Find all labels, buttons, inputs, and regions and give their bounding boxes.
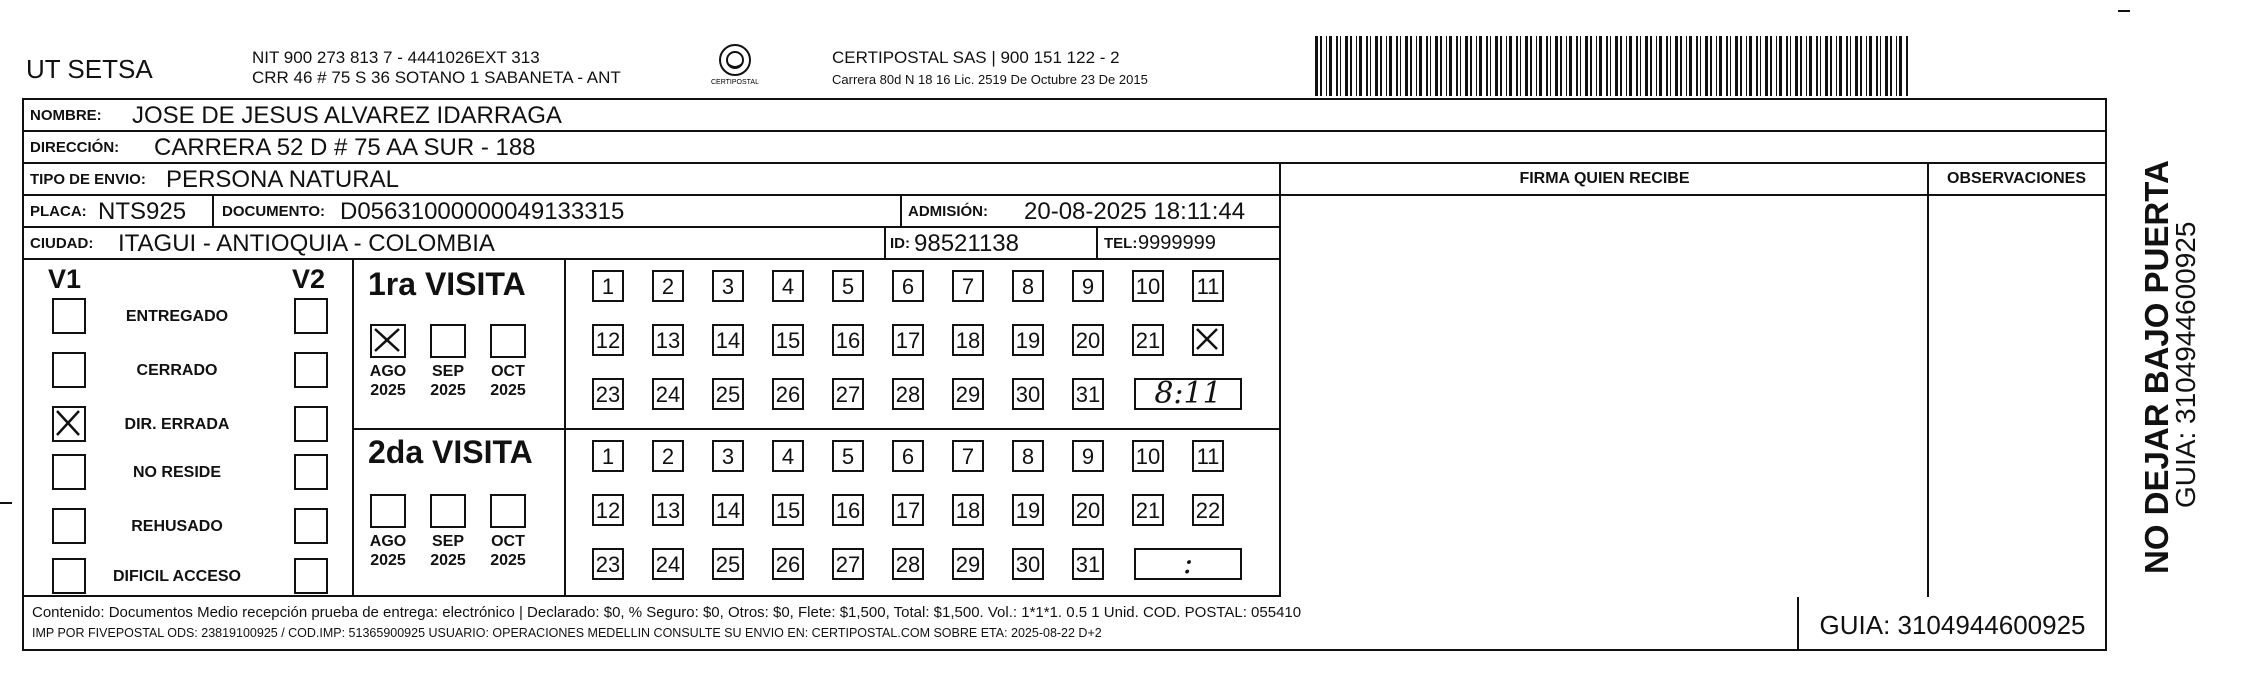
barcode-bar xyxy=(1405,36,1408,96)
day-cell[interactable]: 12 xyxy=(592,324,624,356)
barcode-bar xyxy=(1530,36,1532,96)
day-cell[interactable]: 26 xyxy=(772,548,804,580)
v2-checkbox[interactable] xyxy=(294,454,328,490)
barcode-bar xyxy=(1615,36,1618,96)
day-cell[interactable]: 15 xyxy=(772,324,804,356)
status-label: CERRADO xyxy=(136,362,218,379)
barcode-bar xyxy=(1790,36,1791,96)
barcode-bar xyxy=(1386,36,1387,96)
barcode-bar xyxy=(1479,36,1482,96)
barcode-bar xyxy=(1329,36,1332,96)
barcode-bar xyxy=(1509,36,1512,96)
nit-line: NIT 900 273 813 7 - 4441026EXT 313 xyxy=(252,48,540,67)
day-cell[interactable]: 17 xyxy=(892,324,924,356)
month-year: 2025 xyxy=(370,382,406,399)
page-edge-mark xyxy=(0,502,12,504)
day-cell[interactable]: 28 xyxy=(892,548,924,580)
day-cell[interactable]: 31 xyxy=(1072,548,1104,580)
tel-value: 9999999 xyxy=(1138,232,1216,254)
month-year: 2025 xyxy=(490,552,526,569)
visits-area xyxy=(24,260,1281,597)
month-checkbox[interactable] xyxy=(490,494,526,528)
month-year: 2025 xyxy=(430,382,466,399)
barcode-bar xyxy=(1779,36,1782,96)
day-cell[interactable]: 6 xyxy=(892,270,924,302)
barcode-bar xyxy=(1495,36,1498,96)
barcode-bar xyxy=(1659,36,1662,96)
barcode-bar xyxy=(1670,36,1671,96)
barcode-bar xyxy=(1606,36,1608,96)
barcode-bar xyxy=(1359,36,1362,96)
day-cell[interactable]: 9 xyxy=(1072,270,1104,302)
barcode-bar xyxy=(1525,36,1528,96)
barcode-bar xyxy=(1809,36,1812,96)
day-cell[interactable]: 29 xyxy=(952,548,984,580)
barcode-bar xyxy=(1520,36,1521,96)
day-cell[interactable]: 2 xyxy=(652,440,684,472)
month-name: OCT xyxy=(491,363,525,380)
company-name: UT SETSA xyxy=(26,54,153,84)
day-cell[interactable]: 5 xyxy=(832,440,864,472)
day-cell[interactable]: 16 xyxy=(832,324,864,356)
observaciones-column-divider xyxy=(1927,164,1929,597)
day-cell[interactable]: 10 xyxy=(1132,270,1164,302)
day-cell[interactable]: 27 xyxy=(832,548,864,580)
barcode-bar xyxy=(1820,36,1821,96)
day-cell[interactable]: 21 xyxy=(1132,494,1164,526)
day-cell[interactable]: 4 xyxy=(772,440,804,472)
v2-checkbox[interactable] xyxy=(294,508,328,544)
barcode-bar xyxy=(1880,36,1881,96)
day-cell[interactable]: 30 xyxy=(1012,548,1044,580)
barcode-bar xyxy=(1536,36,1537,96)
barcode-bar xyxy=(1366,36,1368,96)
month-name: SEP xyxy=(431,363,464,380)
day-cell[interactable]: 6 xyxy=(892,440,924,472)
ciudad-row xyxy=(24,228,1281,260)
barcode-bar xyxy=(1680,36,1682,96)
month-checkbox[interactable] xyxy=(370,494,406,528)
day-cell[interactable]: 13 xyxy=(652,494,684,526)
day-cell[interactable]: 21 xyxy=(1132,324,1164,356)
first-visit-title: 1ra VISITA xyxy=(368,266,526,302)
day-cell[interactable]: 24 xyxy=(652,378,684,410)
month-checkbox[interactable] xyxy=(370,324,406,358)
footer-guia: GUIA: 3104944600925 xyxy=(1819,610,2086,640)
barcode-bar xyxy=(1746,36,1747,96)
barcode-bar xyxy=(1435,36,1438,96)
v2-checkbox[interactable] xyxy=(294,298,328,334)
footer-guia-divider xyxy=(1797,597,1799,651)
month-label xyxy=(478,532,538,570)
month-label xyxy=(358,532,418,570)
barcode-bar xyxy=(1440,36,1442,96)
day-cell[interactable]: 5 xyxy=(832,270,864,302)
documento-label: DOCUMENTO: xyxy=(222,203,326,220)
month-name: AGO xyxy=(369,533,407,550)
v1-checkbox[interactable] xyxy=(52,558,86,594)
day-cell[interactable]: 4 xyxy=(772,270,804,302)
day-cell[interactable]: 3 xyxy=(712,440,744,472)
status-label: NO RESIDE xyxy=(132,464,221,481)
barcode-bar xyxy=(1550,36,1551,96)
barcode-bar xyxy=(1380,36,1382,96)
day-cell[interactable]: 1 xyxy=(592,270,624,302)
barcode-bar xyxy=(1539,36,1542,96)
barcode-bar xyxy=(1719,36,1722,96)
carrier-license: Carrera 80d N 18 16 Lic. 2519 De Octubre 23 De 2015 xyxy=(832,72,1148,87)
day-cell[interactable]: 24 xyxy=(652,548,684,580)
barcode-bar xyxy=(1610,36,1611,96)
v2-label: V2 xyxy=(292,264,326,294)
status-label: ENTREGADO xyxy=(125,308,229,325)
day-cell[interactable]: 13 xyxy=(652,324,684,356)
barcode-bar xyxy=(1645,36,1648,96)
day-cell[interactable]: 14 xyxy=(712,324,744,356)
barcode-bar xyxy=(1716,36,1717,96)
ciudad-value: ITAGUI - ANTIOQUIA - COLOMBIA xyxy=(118,230,495,257)
day-cell[interactable]: 7 xyxy=(952,440,984,472)
barcode-bar xyxy=(1345,36,1348,96)
day-cell[interactable]: 18 xyxy=(952,324,984,356)
barcode-bar xyxy=(1756,36,1758,96)
barcode-bar xyxy=(1656,36,1657,96)
barcode-bar xyxy=(1400,36,1401,96)
barcode xyxy=(1313,36,1913,96)
day-cell[interactable]: 15 xyxy=(772,494,804,526)
day-cell[interactable]: 3 xyxy=(712,270,744,302)
barcode-bar xyxy=(1740,36,1742,96)
day-cell[interactable]: 20 xyxy=(1072,324,1104,356)
barcode-bar xyxy=(1340,36,1341,96)
barcode-bar xyxy=(1516,36,1518,96)
barcode-bar xyxy=(1749,36,1752,96)
barcode-bar xyxy=(1726,36,1728,96)
barcode-bar xyxy=(1636,36,1638,96)
v1-checkbox[interactable] xyxy=(52,298,86,334)
barcode-bar xyxy=(1650,36,1652,96)
footer-line-1: Contenido: Documentos Medio recepción prueba de entrega: electrónico | Declarado: $0, % Seguro: $0, Otros: $0, Flete: $1,500, Total: $1,500. Vol.: 1*1*1. 0.5 1 Unid. COD. POSTAL: 055410 xyxy=(32,604,1302,621)
v1-checkbox[interactable] xyxy=(52,406,86,442)
month-name: OCT xyxy=(491,533,525,550)
barcode-bar xyxy=(1765,36,1768,96)
day-cell[interactable]: 30 xyxy=(1012,378,1044,410)
footer-line-2: IMP POR FIVEPOSTAL ODS: 23819100925 / COD.IMP: 51365900925 USUARIO: OPERACIONES MEDELLIN CONSULTE SU ENVIO EN: CERTIPOSTAL.COM SOBRE ETA: 2025-08-22 D+2 xyxy=(32,626,1102,640)
month-year: 2025 xyxy=(370,552,406,569)
barcode-bar xyxy=(1730,36,1731,96)
placa-row xyxy=(24,196,1281,228)
carrier-line: CERTIPOSTAL SAS | 900 151 122 - 2 xyxy=(832,48,1120,67)
day-cell[interactable]: 23 xyxy=(592,378,624,410)
barcode-bar xyxy=(1816,36,1818,96)
day-cell[interactable]: 2 xyxy=(652,270,684,302)
v1-checkbox[interactable] xyxy=(52,352,86,388)
day-cell[interactable]: 9 xyxy=(1072,440,1104,472)
visit-time-field[interactable]: 8:11 xyxy=(1134,378,1242,410)
day-cell[interactable]: 18 xyxy=(952,494,984,526)
barcode-bar xyxy=(1885,36,1888,96)
day-cell[interactable]: 10 xyxy=(1132,440,1164,472)
admision-label: ADMISIÓN: xyxy=(908,203,988,220)
month-year: 2025 xyxy=(430,552,466,569)
barcode-bar xyxy=(1890,36,1892,96)
day-cell[interactable]: 26 xyxy=(772,378,804,410)
barcode-bar xyxy=(1876,36,1878,96)
second-visit-title: 2da VISITA xyxy=(368,434,533,470)
barcode-bar xyxy=(1580,36,1581,96)
barcode-bar xyxy=(1855,36,1858,96)
day-cell[interactable]: 1 xyxy=(592,440,624,472)
logo-text: CERTIPOSTAL xyxy=(711,79,759,86)
day-cell[interactable]: 12 xyxy=(592,494,624,526)
day-cell[interactable]: 23 xyxy=(592,548,624,580)
tel-label: TEL: xyxy=(1104,235,1138,252)
barcode-bar xyxy=(1569,36,1572,96)
placa-value: NTS925 xyxy=(98,198,187,225)
barcode-bar xyxy=(1566,36,1567,96)
tipo-label: TIPO DE ENVIO: xyxy=(30,171,146,188)
status-label: REHUSADO xyxy=(131,518,223,535)
barcode-bar xyxy=(1675,36,1678,96)
barcode-bar xyxy=(1806,36,1807,96)
direccion-label: DIRECCIÓN: xyxy=(30,139,120,156)
barcode-bar xyxy=(1320,36,1322,96)
barcode-bar xyxy=(1640,36,1641,96)
barcode-bar xyxy=(1899,36,1902,96)
barcode-bar xyxy=(1546,36,1548,96)
tipo-value: PERSONA NATURAL xyxy=(166,166,399,193)
barcode-bar xyxy=(1585,36,1588,96)
day-cell[interactable]: 19 xyxy=(1012,494,1044,526)
id-label: ID: xyxy=(890,235,910,252)
status-label: DIR. ERRADA xyxy=(124,416,230,433)
day-cell[interactable]: 11 xyxy=(1192,270,1224,302)
barcode-bar xyxy=(1800,36,1802,96)
month-checkbox[interactable] xyxy=(430,494,466,528)
barcode-bar xyxy=(1696,36,1698,96)
side-guia: GUIA: 3104944600925 xyxy=(2170,221,2201,508)
barcode-bar xyxy=(1770,36,1772,96)
month-name: SEP xyxy=(431,533,464,550)
day-cell[interactable]: 7 xyxy=(952,270,984,302)
barcode-bar xyxy=(1500,36,1502,96)
day-cell[interactable]: 25 xyxy=(712,378,744,410)
barcode-bar xyxy=(1860,36,1862,96)
barcode-bar xyxy=(1850,36,1851,96)
day-cell[interactable]: 17 xyxy=(892,494,924,526)
v2-checkbox[interactable] xyxy=(294,352,328,388)
barcode-bar xyxy=(1555,36,1558,96)
documento-value: D05631000000049133315 xyxy=(340,198,625,225)
barcode-bar xyxy=(1710,36,1712,96)
barcode-bar xyxy=(1846,36,1848,96)
barcode-bar xyxy=(1896,36,1897,96)
barcode-bar xyxy=(1456,36,1458,96)
certipostal-logo-icon xyxy=(708,40,762,92)
barcode-bar xyxy=(1375,36,1378,96)
day-cell[interactable]: 11 xyxy=(1192,440,1224,472)
nombre-value: JOSE DE JESUS ALVAREZ IDARRAGA xyxy=(132,102,562,129)
day-cell[interactable]: 8 xyxy=(1012,440,1044,472)
month-label xyxy=(478,362,538,400)
barcode-bar xyxy=(1416,36,1417,96)
observaciones-header: OBSERVACIONES xyxy=(1947,170,2086,187)
barcode-bar xyxy=(1465,36,1468,96)
barcode-bar xyxy=(1596,36,1597,96)
v1-label: V1 xyxy=(48,264,82,294)
barcode-bar xyxy=(1315,36,1318,96)
barcode-bar xyxy=(1866,36,1867,96)
barcode-bar xyxy=(1560,36,1562,96)
nombre-label: NOMBRE: xyxy=(30,107,102,124)
v2-checkbox[interactable] xyxy=(294,558,328,594)
day-cell[interactable]: 20 xyxy=(1072,494,1104,526)
barcode-bar xyxy=(1666,36,1668,96)
day-cell[interactable]: 14 xyxy=(712,494,744,526)
day-cell[interactable] xyxy=(1192,324,1224,356)
day-cell[interactable]: 28 xyxy=(892,378,924,410)
barcode-bar xyxy=(1449,36,1452,96)
page-edge-mark xyxy=(2118,10,2130,12)
ciudad-label: CIUDAD: xyxy=(30,235,94,252)
v2-checkbox[interactable] xyxy=(294,406,328,442)
visit-time-field[interactable]: : xyxy=(1134,548,1242,580)
month-year: 2025 xyxy=(490,382,526,399)
barcode-bar xyxy=(1689,36,1692,96)
barcode-bar xyxy=(1795,36,1798,96)
barcode-bar xyxy=(1836,36,1837,96)
barcode-bar xyxy=(1629,36,1632,96)
month-name: AGO xyxy=(369,363,407,380)
barcode-bar xyxy=(1430,36,1431,96)
barcode-bar xyxy=(1326,36,1327,96)
month-label xyxy=(418,532,478,570)
barcode-bar xyxy=(1700,36,1701,96)
status-label: DIFICIL ACCESO xyxy=(112,568,241,585)
barcode-bar xyxy=(1460,36,1461,96)
barcode-bar xyxy=(1350,36,1352,96)
barcode-bar xyxy=(1426,36,1428,96)
barcode-bar xyxy=(1825,36,1828,96)
barcode-bar xyxy=(1389,36,1392,96)
barcode-bar xyxy=(1370,36,1371,96)
side-warning: NO DEJAR BAJO PUERTA xyxy=(2138,160,2175,574)
barcode-bar xyxy=(1686,36,1687,96)
nombre-row xyxy=(24,100,2105,132)
barcode-bar xyxy=(1419,36,1422,96)
barcode-bar xyxy=(1410,36,1412,96)
day-cell[interactable]: 16 xyxy=(832,494,864,526)
barcode-bar xyxy=(1446,36,1447,96)
day-cell[interactable]: 8 xyxy=(1012,270,1044,302)
barcode-bar xyxy=(1590,36,1592,96)
firma-header: FIRMA QUIEN RECIBE xyxy=(1519,170,1690,187)
barcode-bar xyxy=(1476,36,1477,96)
v1-checkbox[interactable] xyxy=(52,454,86,490)
barcode-bar xyxy=(1776,36,1777,96)
id-value: 98521138 xyxy=(914,230,1019,257)
direccion-row xyxy=(24,132,2105,164)
barcode-bar xyxy=(1760,36,1761,96)
placa-label: PLACA: xyxy=(30,203,87,220)
barcode-bar xyxy=(1486,36,1488,96)
barcode-bar xyxy=(1839,36,1842,96)
barcode-bar xyxy=(1830,36,1832,96)
barcode-bar xyxy=(1735,36,1738,96)
day-cell[interactable]: 29 xyxy=(952,378,984,410)
day-cell[interactable]: 31 xyxy=(1072,378,1104,410)
barcode-bar xyxy=(1470,36,1472,96)
day-cell[interactable]: 22 xyxy=(1192,494,1224,526)
barcode-bar xyxy=(1490,36,1491,96)
barcode-bar xyxy=(1396,36,1398,96)
barcode-bar xyxy=(1906,36,1908,96)
month-label xyxy=(418,362,478,400)
barcode-bar xyxy=(1576,36,1578,96)
address-line: CRR 46 # 75 S 36 SOTANO 1 SABANETA - ANT xyxy=(252,68,621,87)
barcode-bar xyxy=(1786,36,1788,96)
month-checkbox[interactable] xyxy=(490,324,526,358)
barcode-bar xyxy=(1599,36,1602,96)
day-cell[interactable]: 25 xyxy=(712,548,744,580)
day-cell[interactable]: 19 xyxy=(1012,324,1044,356)
barcode-bar xyxy=(1506,36,1507,96)
month-checkbox[interactable] xyxy=(430,324,466,358)
barcode-bar xyxy=(1626,36,1627,96)
barcode-bar xyxy=(1705,36,1708,96)
v1-checkbox[interactable] xyxy=(52,508,86,544)
day-cell[interactable]: 27 xyxy=(832,378,864,410)
admision-value: 20-08-2025 18:11:44 xyxy=(1024,198,1246,225)
barcode-bar xyxy=(1620,36,1622,96)
barcode-bar xyxy=(1336,36,1338,96)
barcode-bar xyxy=(1356,36,1357,96)
direccion-value: CARRERA 52 D # 75 AA SUR - 188 xyxy=(154,134,536,161)
month-label xyxy=(358,362,418,400)
barcode-bar xyxy=(1869,36,1872,96)
